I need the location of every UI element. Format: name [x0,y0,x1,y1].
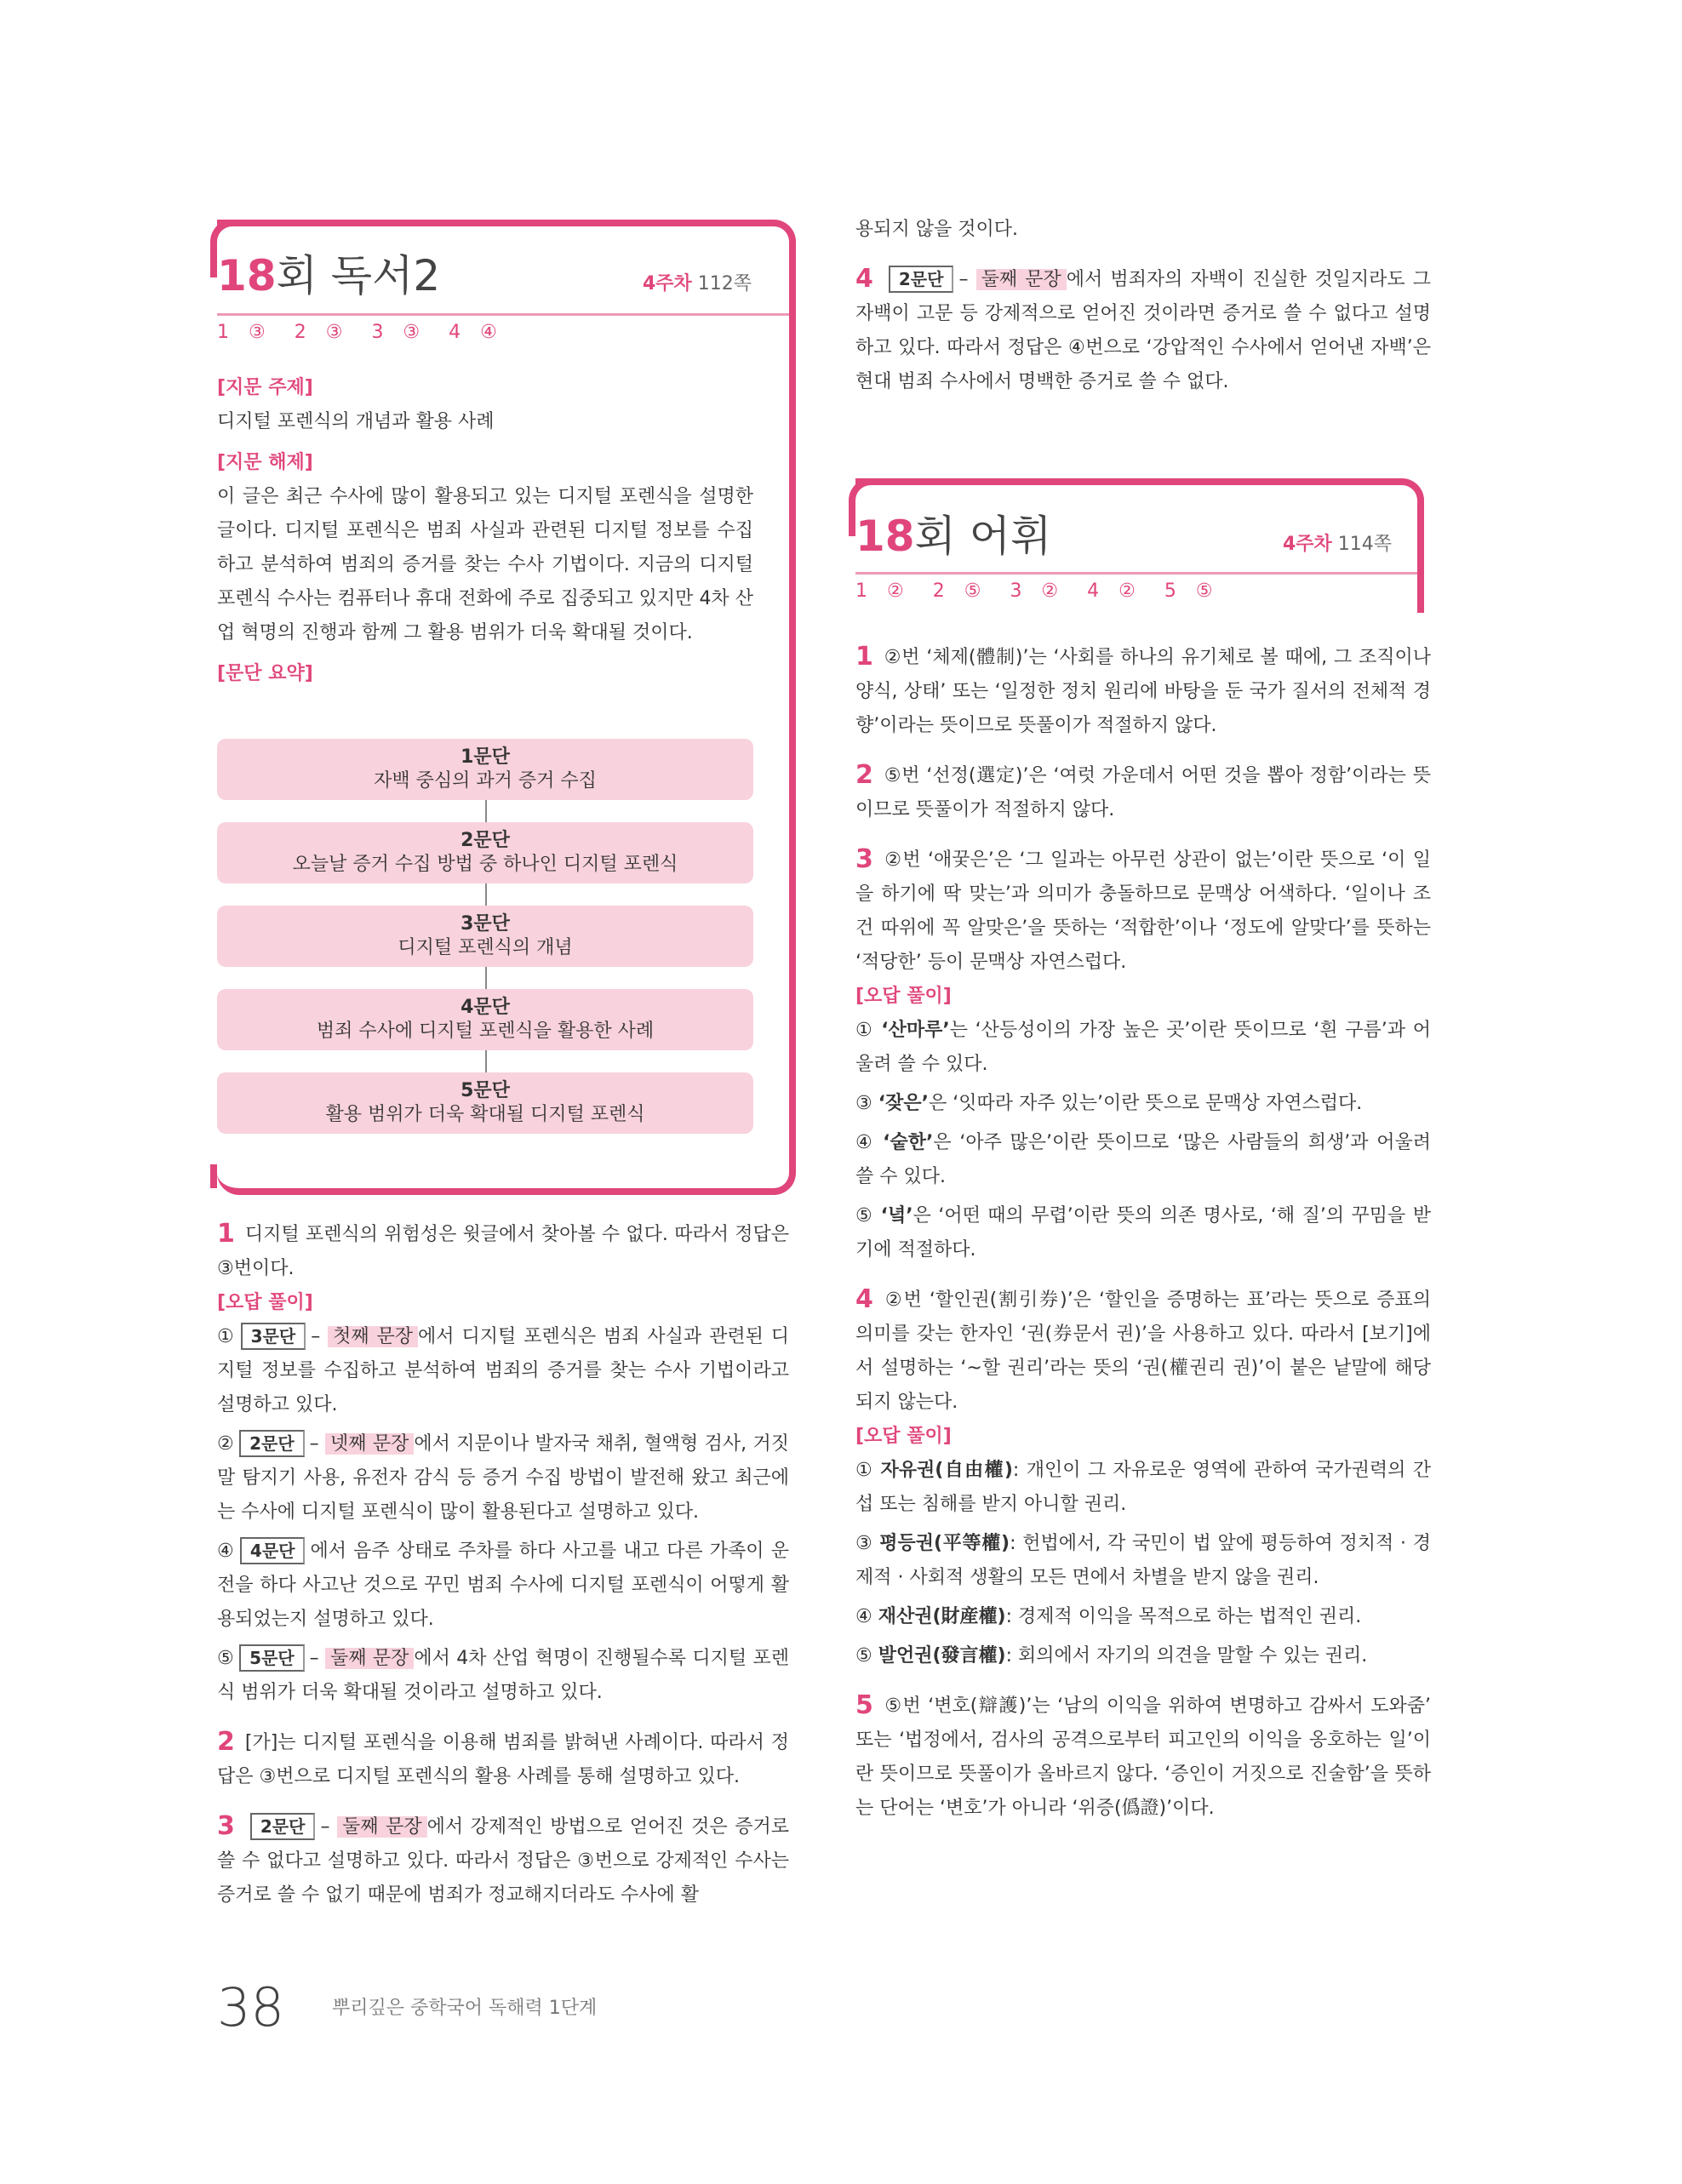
summary-box: 1문단 자백 중심의 과거 증거 수집 [217,739,753,800]
topic-text: 디지털 포렌식의 개념과 활용 사례 [217,411,495,432]
q1-wrong-5: ⑤ 5문단 – 둘째 문장 에서 4차 산업 혁명이 진행될수록 디지털 포렌식 범위가 더욱 확대될 것이라고 설명하고 있다. [217,1642,789,1710]
q1-wrong-4: ④ 4문단 에서 음주 상태로 주차를 하다 사고를 내고 다른 가족이 운전을 하다 사고난 것으로 꾸민 범죄 수사에 디지털 포렌식이 어떻게 활용되었는지 설명하고 있다. [217,1535,789,1637]
v3-wrong-item: ① ‘산마루’는 ‘산등성이의 가장 높은 곳’이란 뜻이므로 ‘흰 구름’과 어울려 쓸 수 있다. [855,1020,1432,1075]
vocab-divider [855,572,1424,575]
q1-wrong-1: ① 3문단 – 첫째 문장 에서 디지털 포렌식은 범죄 사실과 관련된 디지털 정보를 수집하고 분석하여 범죄의 증거를 찾는 수사 기법이라고 설명하고 있다. [217,1320,789,1422]
q2-explanation: 2 [가]는 디지털 포렌식을 이용해 범죄를 밝혀낸 사례이다. 따라서 정답은 ③번으로 디지털 포렌식의 활용 사례를 통해 설명하고 있다. [217,1727,789,1787]
q3-continuation: 용되지 않을 것이다. [855,219,1018,240]
summary-box: 3문단 디지털 포렌식의 개념 [217,906,753,967]
analysis-text: 이 글은 최근 수사에 많이 활용되고 있는 디지털 포렌식을 설명한 글이다. 디지털 포렌식은 범죄 사실과 관련된 디지털 정보를 수집하고 분석하여 범죄의 증거를 찾는 수사 기법이다. 지금의 디지털 포렌식 수사는 컴퓨터나 휴대 전화에 주로 집중되고 있지만 4차 산업 혁명의 진행과 함께 그 활용 범위가 더욱 확대될 것이다. [217,486,753,643]
vocab-week: 4주차 114쪽 [1283,534,1393,555]
summary-box: 2문단 오늘날 증거 수집 방법 중 하나인 디지털 포렌식 [217,822,753,883]
summary-heading: [문단 요약] [217,663,313,684]
reading-week: 4주차 112쪽 [643,273,752,294]
v2-explanation: 2 ⑤번 ‘선정(選定)’은 ‘여럿 가운데서 어떤 것을 뽑아 정함’이라는 뜻이므로 뜻풀이가 적절하지 않다. [855,760,1431,820]
v4-wrong-item: ① 자유권(自由權): 개인이 그 자유로운 영역에 관하여 국가권력의 간섭 또는 침해를 받지 아니할 권리. [855,1460,1431,1515]
v4-wrong-item: ④ 재산권(財産權): 경제적 이익을 목적으로 하는 법적인 권리. [855,1606,1362,1627]
v5-explanation: 5 ⑤번 ‘변호(辯護)’는 ‘남의 이익을 위하여 변명하고 감싸서 도와줌’ 또는 ‘법정에서, 검사의 공격으로부터 피고인의 이익을 옹호하는 일’이란 뜻이므로 뜻풀이가 올바르지 않다. ‘증인이 거짓으로 진술함’을 뜻하는 단어는 ‘변호’가 아니라 ‘위증(僞證)’이다. [855,1690,1431,1819]
reading-explanations [217,1217,789,1912]
v4-wrong-heading: [오답 풀이] [855,1426,952,1447]
q1-wrong-heading: [오답 풀이] [217,1292,313,1313]
v4-explanation: 4 ②번 ‘할인권(割引券)’은 ‘할인을 증명하는 표’라는 뜻으로 증표의 의미를 갖는 한자인 ‘권(券문서 권)’을 사용하고 있다. 따라서 [보기]에서 설명하는 ‘~할 권리’라는 뜻의 ‘권(權권리 권)’이 붙은 낱말에 해당되지 않는다. [855,1284,1431,1413]
v1-explanation: 1 ②번 ‘체제(體制)’는 ‘사회를 하나의 유기체로 볼 때에, 그 조직이나 양식, 상태’ 또는 ‘일정한 정치 원리에 바탕을 둔 국가 질서의 전체적 경향’이라는 뜻이므로 뜻풀이가 적절하지 않다. [855,642,1431,736]
summary-box: 4문단 범죄 수사에 디지털 포렌식을 활용한 사례 [217,989,753,1050]
q4-explanation: 4 2문단 – 둘째 문장 에서 범죄자의 자백이 진실한 것일지라도 그 자백이 고문 등 강제적으로 얻어진 것이라면 증거로 쓸 수 없다고 설명하고 있다. 따라서 정답은 ④번으로 ‘강압적인 수사에서 얻어낸 자백’은 현대 범죄 수사에서 명백한 증거로 쓸 수 없다. [855,264,1431,392]
v3-wrong-item: ④ ‘숱한’은 ‘아주 많은’이란 뜻이므로 ‘많은 사람들의 희생’과 어울려 쓸 수 있다. [855,1132,1431,1187]
q1-wrong-2: ② 2문단 – 넷째 문장 에서 지문이나 발자국 채취, 혈액형 검사, 거짓말 탐지기 사용, 유전자 감식 등 증거 수집 방법이 발전해 왔고 최근에는 수사에 디지털 포렌식이 많이 활용된다고 설명하고 있다. [217,1427,789,1529]
reading-title: 18회 독서2 [217,251,441,300]
v3-wrong-item: ③ ‘잦은’은 ‘잇따라 자주 있는’이란 뜻으로 문맥상 자연스럽다. [855,1093,1363,1114]
summary-box: 5문단 활용 범위가 더욱 확대될 디지털 포렌식 [217,1072,753,1134]
q1-explanation: 1 디지털 포렌식의 위험성은 윗글에서 찾아볼 수 없다. 따라서 정답은 ③번이다. [217,1219,789,1279]
vocab-title: 18회 어휘 [855,512,1052,561]
vocab-explanations [855,640,1431,1826]
analysis-heading: [지문 해제] [217,452,313,473]
v4-wrong-item: ③ 평등권(平等權): 헌법에서, 각 국민이 법 앞에 평등하여 정치적 · 경제적 · 사회적 생활의 모든 면에서 차별을 받지 않을 권리. [855,1533,1431,1588]
summary-flow [217,739,753,1147]
reading-divider [217,313,789,316]
v4-wrong-item: ⑤ 발언권(發言權): 회의에서 자기의 의견을 말할 수 있는 권리. [855,1645,1368,1667]
v3-wrong-item: ⑤ ‘녘’은 ‘어떤 때의 무렵’이란 뜻의 의존 명사로, ‘해 질’의 꾸밈을 받기에 적절하다. [855,1205,1431,1261]
reading-answers: 1 ③ 2 ③ 3 ③ 4 ④ [217,322,497,343]
q3-explanation: 3 2문단 – 둘째 문장 에서 강제적인 방법으로 얻어진 것은 증거로 쓸 수 없다고 설명하고 있다. 따라서 정답은 ③번으로 강제적인 수사는 증거로 쓸 수 없기 때문에 범죄가 정교해지더라도 수사에 활 [217,1811,789,1906]
topic-heading: [지문 주제] [217,377,313,398]
vocab-answers: 1 ② 2 ⑤ 3 ② 4 ② 5 ⑤ [855,580,1213,602]
v3-explanation: 3 ②번 ‘애꿎은’은 ‘그 일과는 아무런 상관이 없는’이란 뜻으로 ‘이 일을 하기에 딱 맞는’과 의미가 충돌하므로 문맥상 어색하다. ‘일이나 조건 따위에 꼭 알맞은’을 뜻하는 ‘적합한’이나 ‘정도에 알맞다’를 뜻하는 ‘적당한’ 등이 문맥상 자연스럽다. [855,844,1431,973]
page-number: 38 [217,1976,284,2038]
book-title: 뿌리깊은 중학국어 독해력 1단계 [332,1998,598,2019]
v3-wrong-heading: [오답 풀이] [855,986,952,1007]
